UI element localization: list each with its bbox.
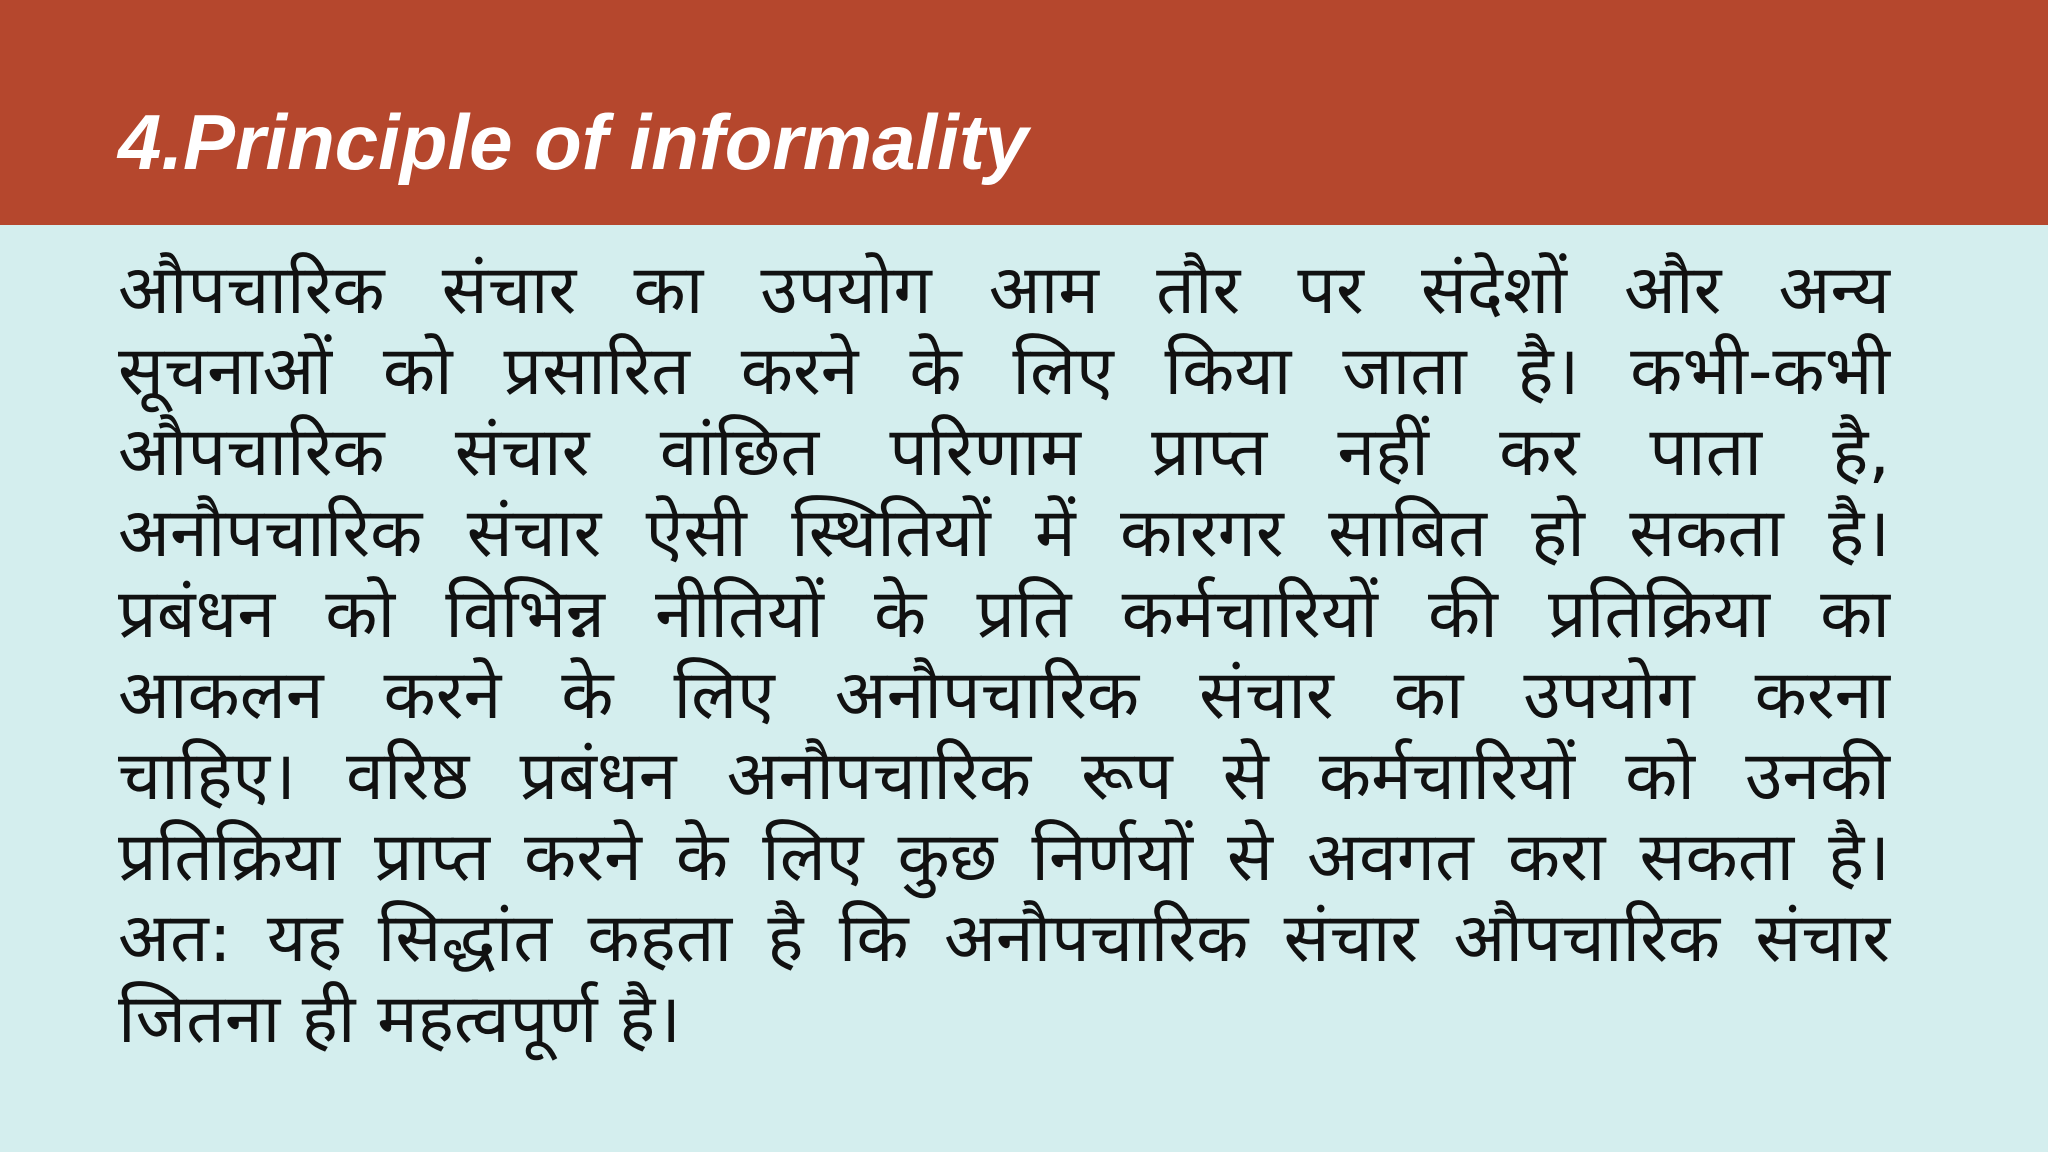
body-line: चाहिए। वरिष्ठ प्रबंधन अनौपचारिक रूप से कर्मचारियों को उनकी bbox=[118, 737, 1890, 816]
slide-title: 4.Principle of informality bbox=[118, 98, 1029, 186]
body-line: अत: यह सिद्धांत कहता है कि अनौपचारिक संचार औपचारिक संचार bbox=[118, 899, 1890, 978]
slide-body-text bbox=[118, 250, 1890, 1060]
body-line: सूचनाओं को प्रसारित करने के लिए किया जाता है। कभी-कभी bbox=[118, 332, 1890, 411]
body-line: प्रतिक्रिया प्राप्त करने के लिए कुछ निर्णयों से अवगत करा सकता है। bbox=[118, 818, 1890, 897]
body-line: अनौपचारिक संचार ऐसी स्थितियों में कारगर साबित हो सकता है। bbox=[118, 494, 1890, 573]
body-line: आकलन करने के लिए अनौपचारिक संचार का उपयोग करना bbox=[118, 656, 1890, 735]
body-line: जितना ही महत्वपूर्ण है। bbox=[118, 980, 682, 1059]
body-line: औपचारिक संचार वांछित परिणाम प्राप्त नहीं कर पाता है, bbox=[118, 413, 1890, 492]
body-line: औपचारिक संचार का उपयोग आम तौर पर संदेशों और अन्य bbox=[118, 251, 1890, 330]
title-bar bbox=[0, 0, 2048, 225]
body-line: प्रबंधन को विभिन्न नीतियों के प्रति कर्मचारियों की प्रतिक्रिया का bbox=[118, 575, 1890, 654]
